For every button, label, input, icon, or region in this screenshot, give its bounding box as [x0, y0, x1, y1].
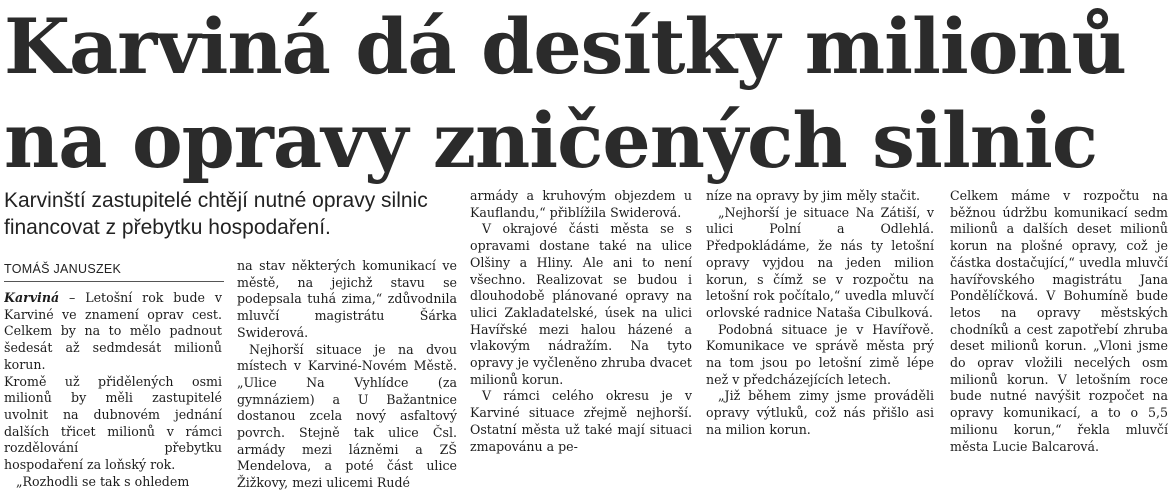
byline: TOMÁŠ JANUSZEK: [4, 262, 224, 282]
paragraph: na stav některých komunikací ve městě, na jejichž stavu se podepsala tuhá zima,“ zdůvodnila mluvčí magistrátu Šárka Swiderová.: [237, 258, 457, 340]
paragraph: Podobná situace je v Havířově. Komunikace ve správě města prý na tom jsou po letošní zimě lépe než v předcházejících letech.: [706, 321, 934, 387]
paragraph: [4, 290, 222, 374]
article-column-2: [237, 258, 457, 498]
paragraph: V rámci celého okresu je v Karviné situace zřejmě nejhorší. Ostatní města už také mají situaci zmapovánu a pe-: [470, 388, 692, 454]
article-column-5: [950, 188, 1168, 498]
paragraph: „Nejhorší je situace Na Zátiší, v ulici Polní a Odlehlá. Předpokládáme, že nás ty letošní opravy vyjdou na jeden milion korun, s čímž se v rozpočtu na letošní rok počítalo,“ uvedla mluvčí orlovské radnice Nataša Cibulková.: [706, 204, 934, 320]
paragraph: Nejhorší situace je na dvou místech v Karviné-Novém Městě. „Ulice Na Vyhlídce (za gymnáziem) a U Bažantnice dostanou zcela nový asfaltový povrch. Stejně tak ulice Čsl. armády mezi lázněmi a ZŠ Mendelova, a poté část ulice Žižkovy, mezi ulicemi Rudé: [237, 341, 457, 491]
headline-line-2: na opravy zničených silnic: [4, 96, 1098, 185]
paragraph: níze na opravy by jim měly stačit.: [706, 188, 921, 203]
paragraph: „Již během zimy jsme prováděli opravy výtluků, což nás přišlo asi na milion korun.: [706, 388, 934, 437]
dateline-place: Karviná: [4, 290, 60, 305]
paragraph: „Rozhodli se tak s ohledem: [16, 473, 190, 489]
dek-subheadline: Karvinští zastupitelé chtějí nutné opravy silnic financovat z přebytku hospodaření.: [4, 189, 428, 239]
paragraph: Kromě už přidělených osmi milionů by měli zastupitelé uvolnit na dubnovém jednání dalších třicet milionů v rámci rozdělování přebytku hospodaření za loňský rok.: [4, 373, 222, 473]
paragraph: V okrajové části města se s opravami dostane také na ulice Olšiny a Hliny. Ale ani to není všechno. Realizovat se budou i dlouhodobě plánované opravy na ulici Zakladatelské, úsek na ulici Havířské mezi halou házené a vlakovým nádražím. Na tyto opravy je vyčleněno zhruba dvacet milionů korun.: [470, 221, 692, 387]
article-column-3: [470, 188, 692, 498]
article-column-4: [706, 188, 934, 498]
headline: [4, 0, 1126, 188]
headline-line-1: Karviná dá desítky milionů: [4, 2, 1126, 91]
paragraph-text: – Letošní rok bude v Karviné ve znamení oprav cest. Celkem by na to mělo padnout šedesát až sedmdesát milionů korun.: [4, 290, 222, 372]
paragraph: Celkem máme v rozpočtu na běžnou údržbu komunikací sedm milionů a dalších deset milionů korun na plošné opravy, což je částka dostačující,“ uvedla mluvčí havířovského magistrátu Jana Pondělíčková. V Bohumíně bude letos na opravy městských chodníků a cest zapotřebí zhruba deset milionů korun. „Vloni jsme do oprav vložili necelých osm milionů korun. V letošním roce bude nutné navýšit rozpočet na opravy komunikací, a to o 5,5 milionu korun,“ řekla mluvčí města Lucie Balcarová.: [950, 188, 1168, 454]
article-column-1: [4, 290, 222, 498]
paragraph: armády a kruhovým objezdem u Kauflandu,“ přiblížila Swiderová.: [470, 188, 692, 220]
